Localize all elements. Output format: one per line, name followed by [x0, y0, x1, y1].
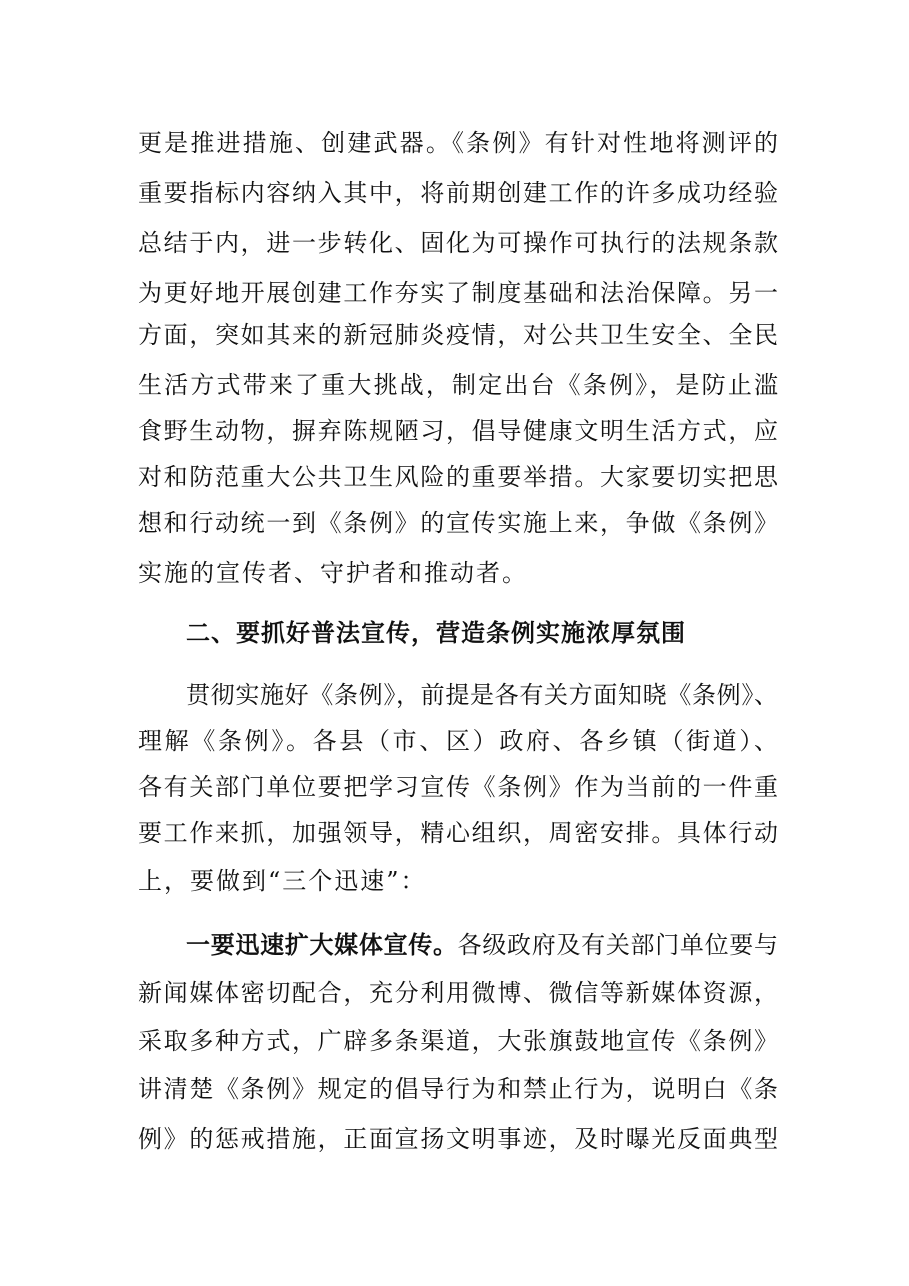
- paragraph-1-line-2: 重要指标内容纳入其中，将前期创建工作的许多成功经验: [138, 179, 778, 207]
- paragraph-2-line-1: 贯彻实施好《条例》，前提是各有关方面知晓《条例》、: [186, 681, 778, 709]
- paragraph-3-line-2: 新闻媒体密切配合，充分利用微博、微信等新媒体资源，: [138, 979, 778, 1007]
- paragraph-3-line-3: 采取多种方式，广辟多条渠道，大张旗鼓地宣传《条例》: [138, 1027, 778, 1055]
- paragraph-1-line-9: 想和行动统一到《条例》的宣传实施上来，争做《条例》: [138, 509, 778, 537]
- section-heading-2: 二、要抓好普法宣传，营造条例实施浓厚氛围: [186, 619, 686, 647]
- paragraph-3-line-1-rest: 各级政府及有关部门单位要与: [457, 931, 779, 959]
- paragraph-1-line-1: 更是推进措施、创建武器。《条例》有针对性地将测评的: [138, 129, 778, 157]
- paragraph-3-lead: 一要迅速扩大媒体宣传。: [186, 931, 458, 959]
- paragraph-1-line-8: 对和防范重大公共卫生风险的重要举措。大家要切实把思: [138, 463, 778, 491]
- paragraph-1-line-5: 方面，突如其来的新冠肺炎疫情，对公共卫生安全、全民: [138, 321, 778, 349]
- paragraph-1-line-4: 为更好地开展创建工作夯实了制度基础和法治保障。另一: [138, 279, 778, 307]
- paragraph-2-line-3: 各有关部门单位要把学习宣传《条例》作为当前的一件重: [138, 773, 778, 801]
- paragraph-2-line-2: 理解《条例》。各县（市、区）政府、各乡镇（街道）、: [138, 727, 778, 755]
- paragraph-1-line-7: 食野生动物，摒弃陈规陋习，倡导健康文明生活方式，应: [138, 417, 778, 445]
- paragraph-1-line-6: 生活方式带来了重大挑战，制定出台《条例》，是防止滥: [138, 371, 778, 399]
- paragraph-1-line-10: 实施的宣传者、守护者和推动者。: [138, 559, 528, 587]
- paragraph-3-line-1: [186, 930, 778, 960]
- paragraph-1-line-3: 总结于内，进一步转化、固化为可操作可执行的法规条款: [138, 229, 778, 257]
- paragraph-2-line-4: 要工作来抓，加强领导，精心组织，周密安排。具体行动: [138, 819, 778, 847]
- paragraph-3-line-4: 讲清楚《条例》规定的倡导行为和禁止行为，说明白《条: [138, 1075, 778, 1103]
- paragraph-3-line-5: 例》的惩戒措施，正面宣扬文明事迹，及时曝光反面典型: [138, 1125, 778, 1153]
- paragraph-2-line-5: 上，要做到“三个迅速”：: [138, 867, 427, 895]
